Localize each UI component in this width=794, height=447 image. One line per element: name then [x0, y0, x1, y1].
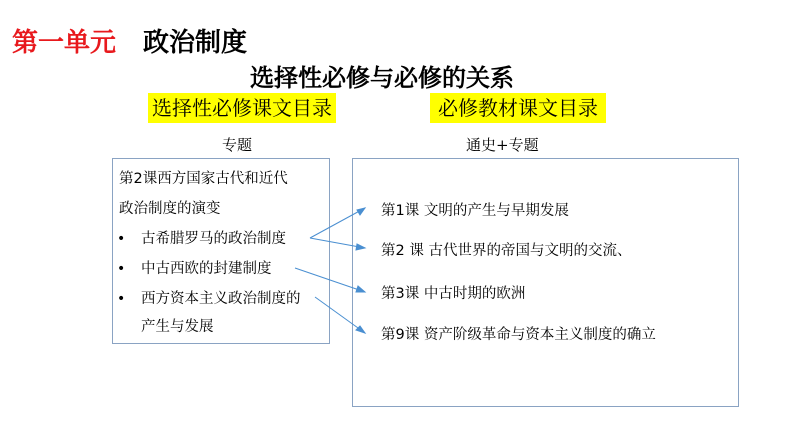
unit-label: 第一单元 [12, 28, 117, 58]
topic-item: 古希腊罗马的政治制度 [141, 231, 286, 247]
topic-item-continuation: 产生与发展 [141, 319, 214, 335]
connector-line [310, 208, 365, 238]
topic-item: 中古西欧的封建制度 [141, 261, 272, 277]
topic-item: 西方资本主义政治制度的 [141, 291, 301, 307]
connector-line [315, 297, 365, 333]
arrowhead-icon [357, 208, 365, 215]
lesson-title-line1: 第2课西方国家古代和近代 [119, 171, 288, 187]
compulsory-catalog-heading: 必修教材课文目录 [430, 93, 606, 123]
arrowhead-icon [356, 244, 365, 250]
bullet-icon: • [117, 261, 126, 277]
elective-caption: 专题 [222, 136, 253, 154]
lesson-item: 第1课 文明的产生与早期发展 [381, 203, 569, 219]
connector-line [295, 268, 365, 292]
page-title: 选择性必修与必修的关系 [250, 64, 514, 92]
lesson-item: 第3课 中古时期的欧洲 [381, 286, 526, 302]
bullet-icon: • [117, 231, 126, 247]
lesson-item: 第2 课 古代世界的帝国与文明的交流、 [381, 243, 632, 259]
unit-title: 政治制度 [143, 28, 248, 58]
lesson-item: 第9课 资产阶级革命与资本主义制度的确立 [381, 327, 656, 343]
bullet-icon: • [117, 291, 126, 307]
compulsory-caption: 通史+专题 [466, 136, 539, 154]
arrowhead-icon [356, 286, 365, 292]
elective-catalog-heading: 选择性必修课文目录 [148, 93, 336, 123]
lesson-title-line2: 政治制度的演变 [119, 201, 221, 217]
